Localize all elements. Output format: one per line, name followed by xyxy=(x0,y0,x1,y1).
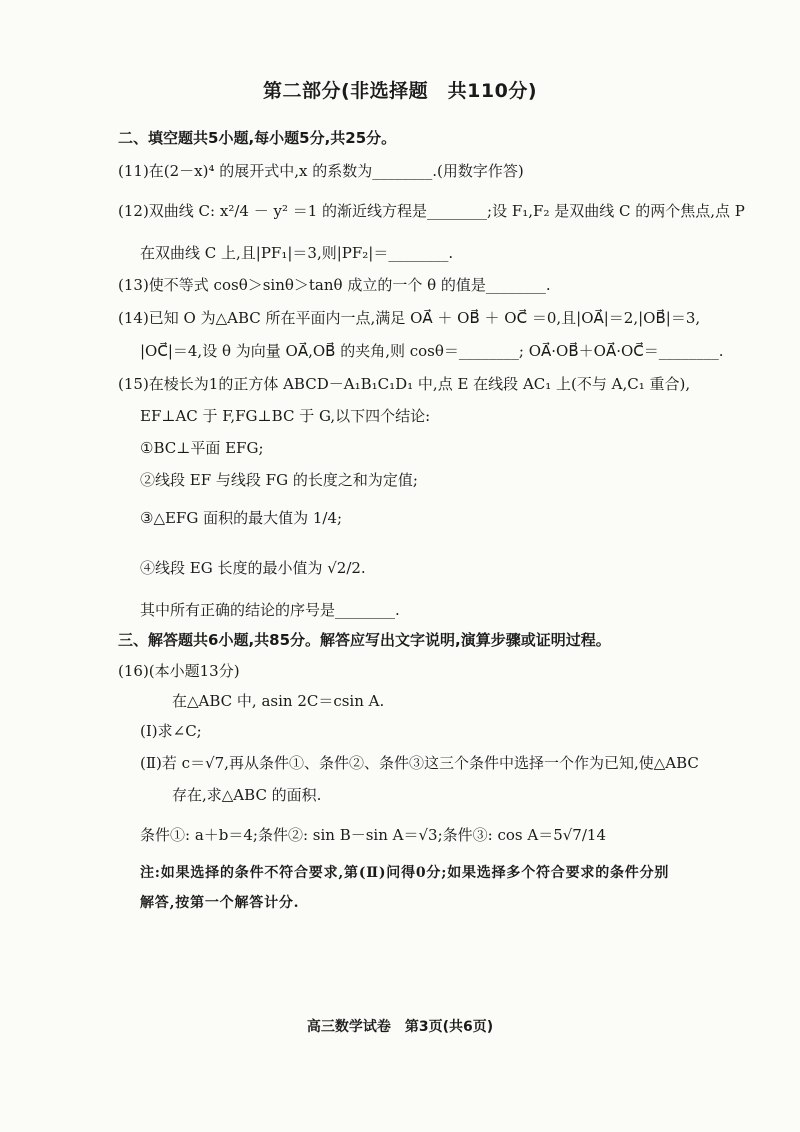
page-footer: 高三数学试卷 第3页(共6页) xyxy=(306,1019,494,1035)
question-11: (11)在(2－x)⁴ 的展开式中,x 的系数为________.(用数字作答) xyxy=(118,162,524,180)
question-12-line-2: 在双曲线 C 上,且|PF₁|＝3,则|PF₂|＝________. xyxy=(140,244,454,262)
question-16-conditions: 条件①: a＋b＝4;条件②: sin B－sin A＝√3;条件③: cos A＝5√7/14 xyxy=(140,826,606,844)
question-15-conclusion-3: ③△EFG 面积的最大值为 1/4; xyxy=(140,509,343,527)
question-16-given: 在△ABC 中, asin 2C＝csin A. xyxy=(172,692,385,710)
question-16-note-line-1: 注:如果选择的条件不符合要求,第(Ⅱ)问得0分;如果选择多个符合要求的条件分别 xyxy=(140,865,670,881)
section-heading-solutions: 三、解答题共6小题,共85分。解答应写出文字说明,演算步骤或证明过程。 xyxy=(118,631,611,649)
question-16-header: (16)(本小题13分) xyxy=(118,662,240,680)
question-16-note-line-2: 解答,按第一个解答计分. xyxy=(140,895,300,911)
question-16-part-2-line-2: 存在,求△ABC 的面积. xyxy=(172,786,322,804)
question-16-part-2-line-1: (Ⅱ)若 c＝√7,再从条件①、条件②、条件③这三个条件中选择一个作为已知,使△ABC xyxy=(140,754,699,772)
question-13: (13)使不等式 cosθ＞sinθ＞tanθ 成立的一个 θ 的值是________. xyxy=(118,276,551,294)
question-12-line-1: (12)双曲线 C: x²/4 － y² ＝1 的渐近线方程是________;设 F₁,F₂ 是双曲线 C 的两个焦点,点 P xyxy=(118,202,745,220)
page-title: 第二部分(非选择题 共110分) xyxy=(262,80,538,102)
question-14-line-2: |OC⃗|＝4,设 θ 为向量 OA⃗,OB⃗ 的夹角,则 cosθ＝________; OA⃗·OB⃗＋OA⃗·OC⃗＝________. xyxy=(140,342,724,360)
question-15-conclusion-4: ④线段 EG 长度的最小值为 √2/2. xyxy=(140,559,366,577)
question-16-part-1: (Ⅰ)求∠C; xyxy=(140,722,202,740)
question-14-line-1: (14)已知 O 为△ABC 所在平面内一点,满足 OA⃗ ＋ OB⃗ ＋ OC⃗ ＝0,且|OA⃗|＝2,|OB⃗|＝3, xyxy=(118,309,701,327)
question-15-line-2: EF⊥AC 于 F,FG⊥BC 于 G,以下四个结论: xyxy=(140,407,431,425)
question-15-prompt: 其中所有正确的结论的序号是________. xyxy=(140,601,400,619)
question-15-conclusion-1: ①BC⊥平面 EFG; xyxy=(140,439,264,457)
question-15-line-1: (15)在棱长为1的正方体 ABCD－A₁B₁C₁D₁ 中,点 E 在线段 AC₁ 上(不与 A,C₁ 重合), xyxy=(118,375,691,393)
question-15-conclusion-2: ②线段 EF 与线段 FG 的长度之和为定值; xyxy=(140,471,418,489)
section-heading-fill-in: 二、填空题共5小题,每小题5分,共25分。 xyxy=(118,129,397,147)
